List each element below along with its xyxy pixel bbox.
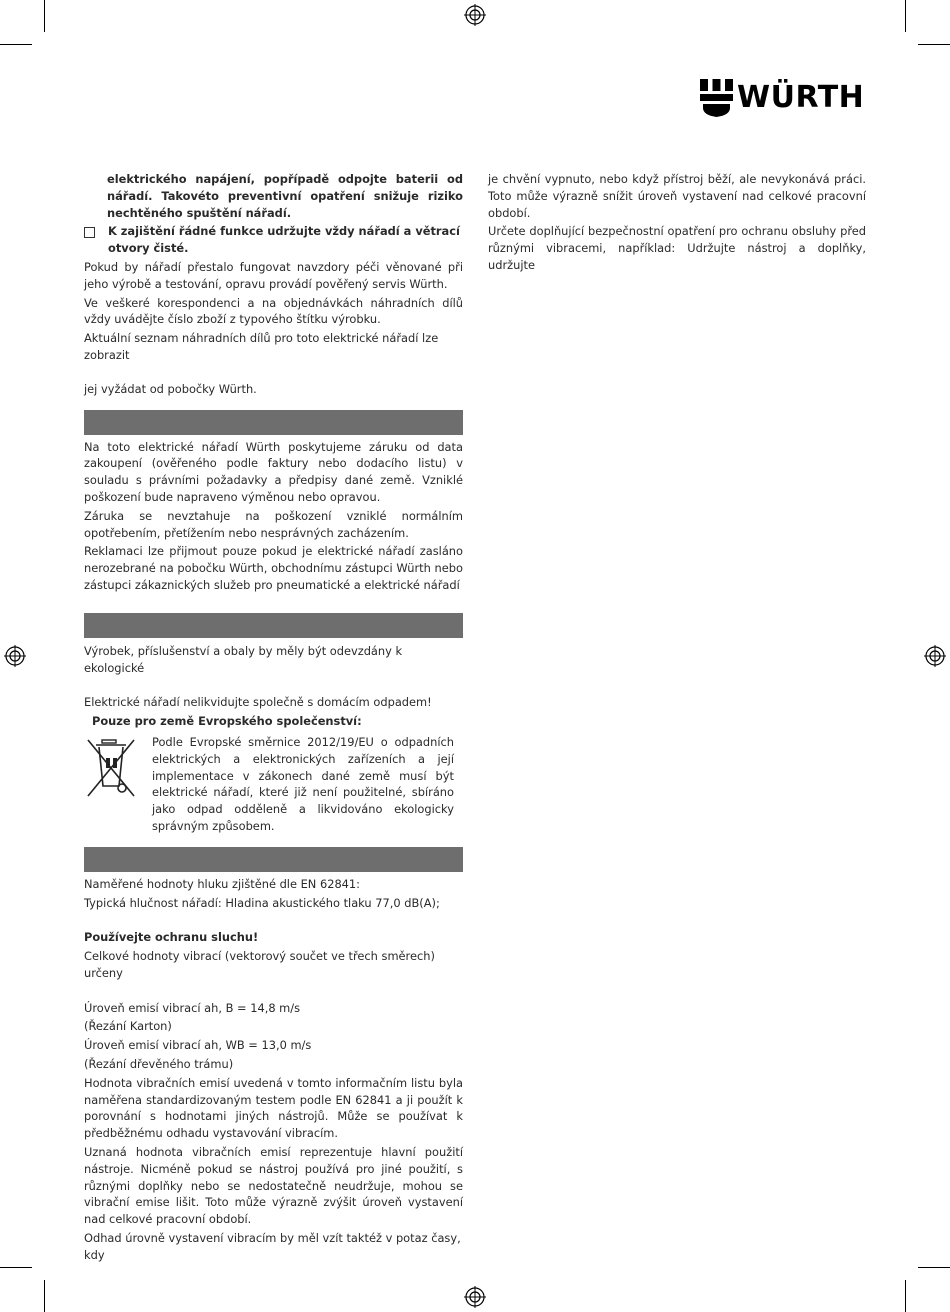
- crop-mark: [905, 1280, 906, 1312]
- weee-text: Podle Evropské směrnice 2012/19/EU o odpadních elektrických a elektronických zařízeních a její implementace v zákonech dané země musí být elektrické nářadí, které již není použitelné, sbíráno jako odpad odděleně a likvidováno ekologicky správným způsobem.: [152, 734, 454, 833]
- crop-mark: [905, 0, 906, 32]
- registration-mark-icon: [464, 1286, 486, 1308]
- eu-heading: Pouze pro země Evropského společenství:: [92, 714, 362, 729]
- vibration-note: (Řezání Karton): [84, 1019, 172, 1034]
- vibration-paragraph: Uznaná hodnota vibračních emisí reprezentuje hlavní použití nástroje. Nicméně pokud se nástroj používá pro jiné použití, s různými doplňky nebo se nedostatečně neudržuje, mohou se vibrační emise lišit. Toto může výrazně zvýšit úroveň vystavení nad celkové pracovní období.: [84, 1145, 463, 1227]
- crop-mark: [918, 1267, 950, 1268]
- noise-paragraph: Typická hlučnost nářadí: Hladina akustického tlaku 77,0 dB(A);: [84, 895, 440, 910]
- vibration-value: Úroveň emisí vibrací ah, WB = 13,0 m/s: [84, 1038, 312, 1053]
- right-column: [488, 171, 866, 276]
- crop-mark: [44, 1280, 45, 1312]
- service-paragraph: Pokud by nářadí přestalo fungovat navzdory péči věnované při jeho výrobě a testování, opravu provádí pověřený servis Würth.: [84, 259, 463, 291]
- hearing-warning: Používejte ochranu sluchu!: [84, 930, 259, 945]
- crop-mark: [44, 0, 45, 32]
- vibration-paragraph: je chvění vypnuto, nebo když přístroj běží, ale nevykonává práci. Toto může výrazně snížit úroveň vystavení nad celkové pracovní období.: [488, 172, 866, 220]
- wurth-logo: [700, 79, 868, 117]
- weee-crossed-bin-icon: [84, 736, 144, 800]
- warranty-paragraph: Na toto elektrické nářadí Würth poskytujeme záruku od data zakoupení (ověřeného podle faktury nebo dodacího listu) v souladu s právními požadavky a předpisy dané země. Vzniklé poškození bude napraveno výměnou nebo opravou.: [84, 439, 463, 504]
- service-paragraph: Ve veškeré korespondenci a na objednávkách náhradních dílů vždy uvádějte číslo zboží z typového štítku výrobku.: [84, 295, 463, 327]
- bullet-text: K zajištění řádné funkce udržujte vždy nářadí a větrací otvory čisté.: [108, 224, 460, 256]
- service-paragraph: Aktuální seznam náhradních dílů pro toto elektrické nářadí lze zobrazit: [84, 331, 439, 362]
- left-column: [84, 171, 463, 1266]
- vibration-paragraph: Hodnota vibračních emisí uvedená v tomto informačním listu byla naměřena standardizovaným testem podle EN 62841 a ji použít k porovnání s hodnotami jiných nástrojů. Může se používat k předběžnému odhadu vystavování vibracím.: [84, 1075, 463, 1141]
- checkbox-bullet-icon: [84, 227, 95, 238]
- noise-paragraph: Naměřené hodnoty hluku zjištěné dle EN 62841:: [84, 876, 361, 891]
- section-header-bar: [84, 613, 463, 638]
- registration-mark-icon: [4, 645, 26, 667]
- vibration-value: Úroveň emisí vibrací ah, B = 14,8 m/s: [84, 1000, 301, 1015]
- weee-block: [84, 734, 463, 837]
- vibration-paragraph: Určete doplňující bezpečnostní opatření pro ochranu obsluhy před různými vibracemi, například: Udržujte nástroj a doplňky, udržujte: [488, 224, 866, 272]
- safety-paragraph: elektrického napájení, popřípadě odpojte baterii od nářadí. Takovéto preventivní opatření snižuje riziko nechtěného spuštění nářadí.: [107, 172, 463, 220]
- bullet-item: [84, 223, 463, 259]
- warranty-paragraph: Reklamaci lze přijmout pouze pokud je elektrické nářadí zasláno nerozebrané na pobočku Würth, obchodnímu zástupci Würth nebo zástupci zákaznických služeb pro pneumatické a elektrické nářadí: [84, 544, 463, 592]
- registration-mark-icon: [924, 645, 946, 667]
- vibration-paragraph: Odhad úrovně vystavení vibracím by měl vzít taktéž v potaz časy, kdy: [84, 1231, 461, 1262]
- wurth-wordmark: WÜRTH: [737, 80, 865, 115]
- warranty-paragraph: Záruka se nevztahuje na poškození vzniklé normálním opotřebením, přetížením nebo nesprávných zacházením.: [84, 508, 463, 540]
- section-header-bar: [84, 410, 463, 435]
- wurth-emblem-icon: [700, 79, 733, 117]
- vibration-note: (Řezání dřevěného trámu): [84, 1057, 234, 1072]
- disposal-paragraph: Výrobek, příslušenství a obaly by měly být odevzdány k ekologické: [84, 643, 403, 675]
- section-header-bar: [84, 847, 463, 872]
- crop-mark: [0, 44, 32, 45]
- disposal-paragraph: Elektrické nářadí nelikvidujte společně s domácím odpadem!: [84, 695, 432, 710]
- registration-mark-icon: [464, 4, 486, 26]
- crop-mark: [0, 1267, 32, 1268]
- vibration-paragraph: Celkové hodnoty vibrací (vektorový součet ve třech směrech) určeny: [84, 949, 435, 980]
- service-paragraph: jej vyžádat od pobočky Würth.: [84, 381, 257, 396]
- crop-mark: [918, 44, 950, 45]
